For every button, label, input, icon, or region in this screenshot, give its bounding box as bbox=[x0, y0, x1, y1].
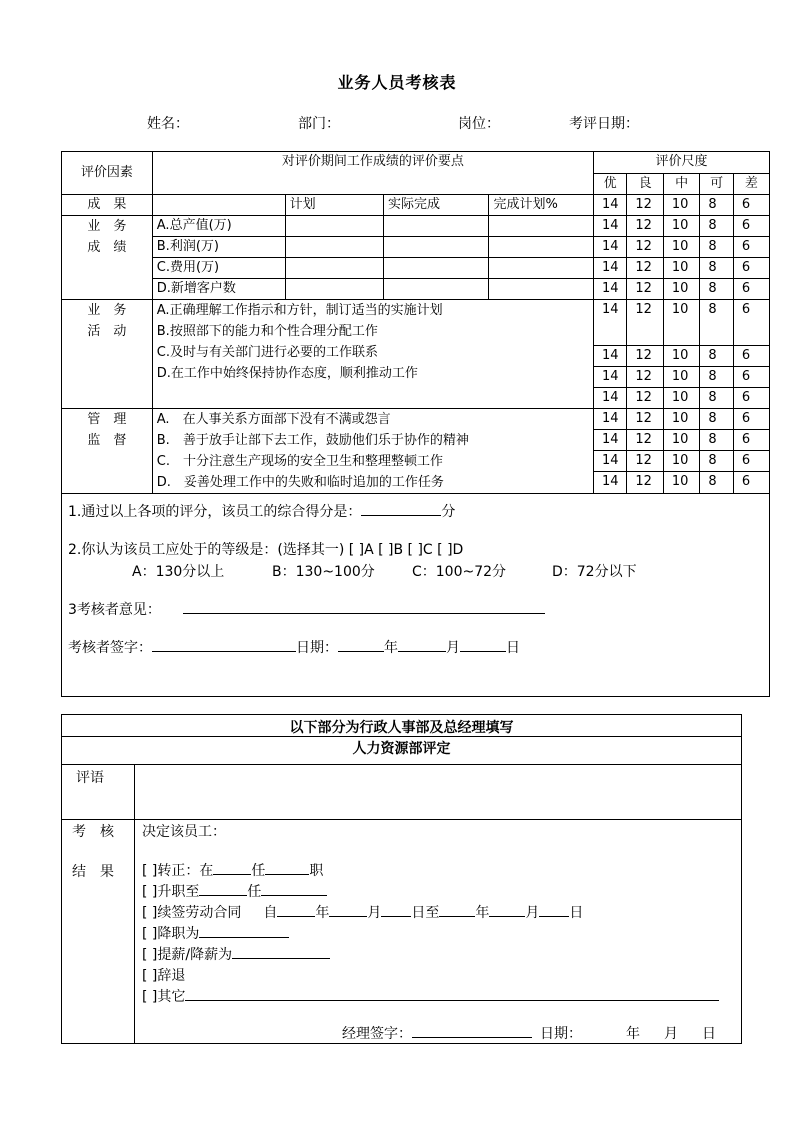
year-field[interactable] bbox=[338, 637, 384, 652]
summary-section bbox=[62, 495, 769, 695]
total-score-line: 1.通过以上各项的评分，该员工的综合得分是： 分 bbox=[68, 501, 455, 521]
score[interactable]: 6 bbox=[733, 215, 769, 236]
score[interactable]: 12 bbox=[627, 408, 664, 429]
blank-field[interactable] bbox=[199, 923, 289, 938]
score[interactable]: 8 bbox=[700, 345, 733, 366]
sub-header: 实际完成 bbox=[384, 194, 489, 215]
score[interactable]: 8 bbox=[700, 278, 733, 299]
score[interactable]: 10 bbox=[663, 257, 700, 278]
option-other[interactable]: [ ]其它 bbox=[142, 986, 719, 1006]
score[interactable]: 10 bbox=[663, 236, 700, 257]
score[interactable]: 12 bbox=[627, 299, 664, 345]
score[interactable]: 14 bbox=[593, 215, 626, 236]
actual-cell[interactable] bbox=[384, 236, 489, 257]
score: 14 bbox=[593, 194, 626, 215]
score[interactable]: 6 bbox=[733, 366, 769, 387]
score[interactable]: 10 bbox=[663, 345, 700, 366]
total-score-field[interactable] bbox=[361, 501, 441, 516]
score[interactable]: 14 bbox=[593, 278, 626, 299]
blank-field[interactable] bbox=[381, 902, 411, 917]
score[interactable]: 6 bbox=[733, 278, 769, 299]
grade-a: A：130分以上 bbox=[132, 564, 225, 580]
opinion-field[interactable] bbox=[183, 599, 545, 614]
hr-section bbox=[61, 714, 742, 1044]
blank-field[interactable] bbox=[265, 860, 309, 875]
actual-cell[interactable] bbox=[384, 278, 489, 299]
score[interactable]: 8 bbox=[700, 451, 733, 472]
hr-subtitle: 人力资源部评定 bbox=[352, 741, 451, 757]
score[interactable]: 12 bbox=[627, 257, 664, 278]
score[interactable]: 6 bbox=[733, 472, 769, 493]
blank-field[interactable] bbox=[213, 860, 251, 875]
scale-level: 差 bbox=[733, 173, 769, 194]
score[interactable]: 12 bbox=[627, 429, 664, 450]
score[interactable]: 8 bbox=[700, 472, 733, 493]
points-header: 对评价期间工作成绩的评价要点 bbox=[152, 152, 593, 194]
performance-item: D.新增客户数 bbox=[152, 278, 285, 299]
form-title: 业务人员考核表 bbox=[337, 73, 457, 92]
blank-field[interactable] bbox=[439, 902, 475, 917]
score[interactable]: 10 bbox=[663, 429, 700, 450]
score: 8 bbox=[700, 194, 733, 215]
hr-banner: 以下部分为行政人事部及总经理填写 bbox=[289, 720, 514, 736]
score[interactable]: 10 bbox=[663, 472, 700, 493]
plan-cell[interactable] bbox=[285, 257, 383, 278]
score[interactable]: 12 bbox=[627, 366, 664, 387]
manager-signature-line: 经理签字： 日期： 年 月 日 bbox=[342, 1023, 716, 1043]
plan-cell[interactable] bbox=[285, 215, 383, 236]
management-criteria: A. 在人事关系方面部下没有不满或怨言 B. 善于放手让部下去工作，鼓励他们乐于协作的精神 C. 十分注意生产现场的安全卫生和整理整顿工作 D. 妥善处理工作中的失败和临时追加的工作任务 bbox=[152, 408, 593, 493]
grade-c: C：100~72分 bbox=[412, 564, 507, 580]
scale-level: 优 bbox=[593, 173, 626, 194]
score[interactable]: 12 bbox=[627, 387, 664, 408]
signature-line: 考核者签字： 日期： 年 月 日 bbox=[68, 637, 520, 657]
performance-category: 业 务 成 绩 bbox=[62, 215, 152, 299]
score[interactable]: 6 bbox=[733, 345, 769, 366]
grade-b: B：130~100分 bbox=[272, 564, 375, 580]
score[interactable]: 10 bbox=[663, 408, 700, 429]
option-dismiss[interactable]: [ ]辞退 bbox=[142, 968, 186, 984]
score[interactable]: 8 bbox=[700, 408, 733, 429]
percent-cell[interactable] bbox=[489, 257, 593, 278]
score[interactable]: 8 bbox=[700, 236, 733, 257]
score[interactable]: 8 bbox=[700, 299, 733, 345]
score[interactable]: 12 bbox=[627, 472, 664, 493]
blank-field[interactable] bbox=[277, 902, 315, 917]
score[interactable]: 6 bbox=[733, 387, 769, 408]
score[interactable]: 14 bbox=[593, 236, 626, 257]
score[interactable]: 10 bbox=[663, 387, 700, 408]
score[interactable]: 6 bbox=[733, 257, 769, 278]
day-field[interactable] bbox=[460, 637, 506, 652]
blank-cell bbox=[152, 194, 285, 215]
factor-header: 评价因素 bbox=[62, 152, 152, 194]
grade-question: 2.你认为该员工应处于的等级是：(选择其一) [ ]A [ ]B [ ]C [ ]D bbox=[68, 542, 464, 558]
date-label: 考评日期： bbox=[569, 116, 639, 132]
score[interactable]: 10 bbox=[663, 215, 700, 236]
score[interactable]: 6 bbox=[733, 236, 769, 257]
blank-field[interactable] bbox=[232, 944, 330, 959]
scale-level: 良 bbox=[627, 173, 664, 194]
option-regularize[interactable]: [ ]转正：在 任 职 bbox=[142, 860, 323, 880]
scale-level: 可 bbox=[700, 173, 733, 194]
divider bbox=[62, 819, 741, 820]
score[interactable]: 8 bbox=[700, 257, 733, 278]
divider bbox=[62, 764, 741, 765]
result-label: 考 核 bbox=[72, 824, 114, 840]
score[interactable]: 6 bbox=[733, 451, 769, 472]
score[interactable]: 8 bbox=[700, 387, 733, 408]
option-promote[interactable]: [ ]升职至 任 bbox=[142, 881, 327, 901]
scale-header: 评价尺度 bbox=[593, 152, 769, 173]
option-demote[interactable]: [ ]降职为 bbox=[142, 923, 289, 943]
score[interactable]: 8 bbox=[700, 429, 733, 450]
option-salary[interactable]: [ ]提薪/降薪为 bbox=[142, 944, 330, 964]
score[interactable]: 14 bbox=[593, 408, 626, 429]
divider bbox=[134, 764, 135, 1043]
score[interactable]: 6 bbox=[733, 429, 769, 450]
score[interactable]: 8 bbox=[700, 366, 733, 387]
score[interactable]: 14 bbox=[593, 257, 626, 278]
score[interactable]: 14 bbox=[593, 387, 626, 408]
actual-cell[interactable] bbox=[384, 215, 489, 236]
activity-category: 业 务 活 动 bbox=[62, 299, 152, 408]
performance-item: C.费用(万) bbox=[152, 257, 285, 278]
score[interactable]: 14 bbox=[593, 299, 626, 345]
activity-criteria: A.正确理解工作指示和方针，制订适当的实施计划 B.按照部下的能力和个性合理分配工作 C.及时与有关部门进行必要的工作联系 D.在工作中始终保持协作态度，顺利推动工作 bbox=[152, 299, 593, 408]
score[interactable]: 14 bbox=[593, 429, 626, 450]
score[interactable]: 10 bbox=[663, 366, 700, 387]
score: 10 bbox=[663, 194, 700, 215]
evaluation-table bbox=[61, 151, 770, 697]
performance-item: B.利润(万) bbox=[152, 236, 285, 257]
score[interactable]: 8 bbox=[700, 215, 733, 236]
blank-field[interactable] bbox=[489, 902, 525, 917]
score[interactable]: 10 bbox=[663, 451, 700, 472]
percent-cell[interactable] bbox=[489, 236, 593, 257]
blank-field[interactable] bbox=[539, 902, 569, 917]
month-field[interactable] bbox=[398, 637, 446, 652]
blank-field[interactable] bbox=[261, 881, 327, 896]
score[interactable]: 10 bbox=[663, 299, 700, 345]
score[interactable]: 14 bbox=[593, 472, 626, 493]
results-label: 成 果 bbox=[62, 194, 152, 215]
plan-cell[interactable] bbox=[285, 278, 383, 299]
score[interactable]: 12 bbox=[627, 451, 664, 472]
score[interactable]: 12 bbox=[627, 345, 664, 366]
name-label: 姓名： bbox=[147, 116, 189, 132]
score[interactable]: 6 bbox=[733, 408, 769, 429]
actual-cell[interactable] bbox=[384, 257, 489, 278]
score[interactable]: 14 bbox=[593, 345, 626, 366]
manager-signature-field[interactable] bbox=[412, 1023, 532, 1038]
blank-field[interactable] bbox=[185, 986, 719, 1001]
score[interactable]: 12 bbox=[627, 215, 664, 236]
performance-item: A.总产值(万) bbox=[152, 215, 285, 236]
score[interactable]: 14 bbox=[593, 451, 626, 472]
blank-field[interactable] bbox=[199, 881, 247, 896]
score: 12 bbox=[627, 194, 664, 215]
plan-cell[interactable] bbox=[285, 236, 383, 257]
blank-field[interactable] bbox=[329, 902, 367, 917]
dept-label: 部门： bbox=[298, 116, 340, 132]
score[interactable]: 10 bbox=[663, 278, 700, 299]
sub-header: 完成计划% bbox=[489, 194, 593, 215]
comment-label: 评语 bbox=[76, 770, 104, 786]
decide-text: 决定该员工： bbox=[142, 824, 226, 840]
score: 6 bbox=[733, 194, 769, 215]
score[interactable]: 14 bbox=[593, 366, 626, 387]
grade-d: D：72分以下 bbox=[552, 564, 637, 580]
sub-header: 计划 bbox=[285, 194, 383, 215]
score[interactable]: 12 bbox=[627, 278, 664, 299]
score[interactable]: 12 bbox=[627, 236, 664, 257]
evaluation-grid bbox=[62, 152, 769, 494]
score[interactable]: 6 bbox=[733, 299, 769, 345]
option-renew-contract[interactable]: [ ]续签劳动合同 自 年 月 日至 年 月 日 bbox=[142, 902, 583, 922]
scale-level: 中 bbox=[663, 173, 700, 194]
divider bbox=[62, 736, 741, 737]
percent-cell[interactable] bbox=[489, 278, 593, 299]
result-label: 结 果 bbox=[72, 864, 114, 880]
management-category: 管 理 监 督 bbox=[62, 408, 152, 493]
position-label: 岗位： bbox=[458, 116, 500, 132]
signature-field[interactable] bbox=[152, 637, 296, 652]
percent-cell[interactable] bbox=[489, 215, 593, 236]
opinion-line: 3考核者意见： bbox=[68, 599, 545, 619]
